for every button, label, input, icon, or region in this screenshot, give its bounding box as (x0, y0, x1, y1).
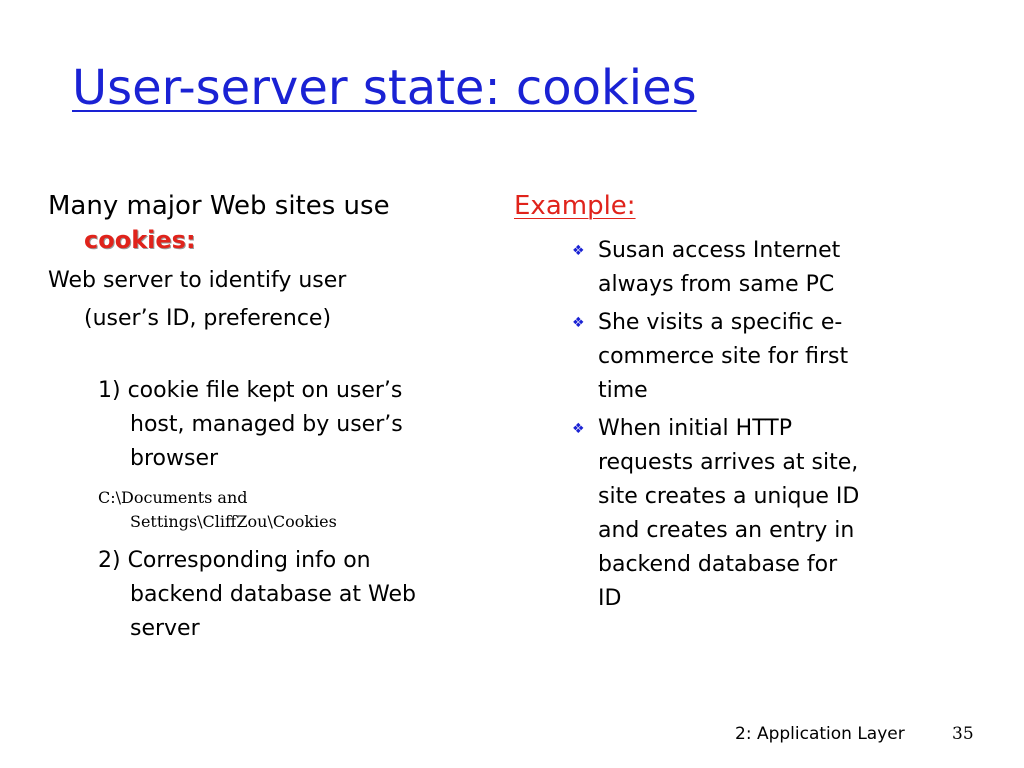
diamond-bullet-icon: ❖ (572, 243, 585, 259)
bullet-line: and creates an entry in (598, 518, 855, 543)
bullet-line: She visits a specific e- (598, 310, 843, 335)
intro-text (48, 188, 488, 256)
web-server-text: Web server to identify user (48, 268, 347, 293)
example-bullet-list (514, 234, 934, 616)
numbered-item-2 (98, 544, 488, 646)
item2-line2: backend database at Web (130, 582, 416, 607)
left-column (48, 188, 488, 646)
page-number: 35 (952, 724, 974, 744)
bullet-item (514, 234, 934, 302)
user-id-text: (user’s ID, preference) (84, 306, 332, 331)
bullet-text (598, 234, 934, 302)
bullet-line: Susan access Internet (598, 238, 841, 263)
item2-line1: 2) Corresponding info on (98, 548, 371, 573)
bullet-line: site creates a unique ID (598, 484, 860, 509)
bullet-line: time (598, 378, 648, 403)
bullet-line: always from same PC (598, 272, 835, 297)
bullet-text (598, 412, 934, 616)
item2-line3: server (130, 616, 200, 641)
slide-title: User-server state: cookies (72, 60, 697, 116)
bullet-item (514, 412, 934, 616)
diamond-bullet-icon: ❖ (572, 315, 585, 331)
right-column (514, 188, 934, 620)
bullet-line: commerce site for first (598, 344, 849, 369)
item1-line2: host, managed by user’s (130, 412, 403, 437)
item1-line1: 1) cookie file kept on user’s (98, 378, 403, 403)
intro-line: Many major Web sites use (48, 191, 390, 221)
diamond-bullet-icon: ❖ (572, 421, 585, 437)
numbered-item-1 (98, 374, 488, 476)
bullet-line: requests arrives at site, (598, 450, 859, 475)
path-line2: Settings\CliffZou\Cookies (130, 512, 337, 531)
example-heading: Example: (514, 191, 636, 221)
cookie-file-path (98, 486, 488, 534)
cookies-keyword: cookies: (84, 226, 196, 254)
bullet-line: backend database for (598, 552, 838, 577)
bullet-text (598, 306, 934, 408)
footer-chapter-label: 2: Application Layer (735, 724, 905, 744)
bullet-line: When initial HTTP (598, 416, 792, 441)
bullet-line: ID (598, 586, 622, 611)
bullet-item (514, 306, 934, 408)
path-line1: C:\Documents and (98, 488, 248, 507)
item1-line3: browser (130, 446, 219, 471)
